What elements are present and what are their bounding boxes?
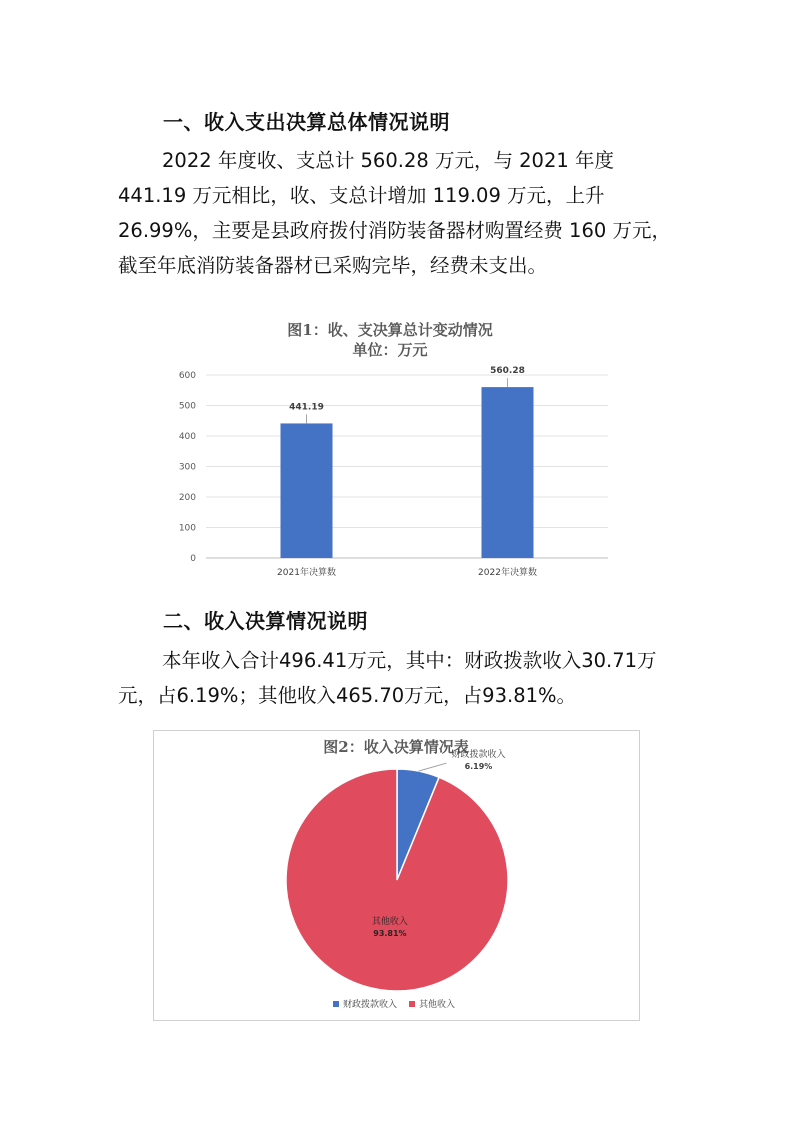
- bar-data-label: 441.19: [289, 402, 324, 413]
- bar-y-tick-label: 500: [178, 401, 196, 412]
- bar-y-tick-label: 600: [178, 371, 196, 381]
- bar-chart-subtitle: 单位：万元: [352, 341, 428, 359]
- bar-data-label: 560.28: [490, 366, 525, 377]
- bar-chart-1: [160, 315, 620, 585]
- pie-slice-label: 其他收入: [371, 916, 408, 927]
- section2-heading: 二、收入决算情况说明: [163, 609, 368, 633]
- section1-paragraph: [118, 143, 678, 283]
- pie-slice-percent: 93.81%: [373, 928, 407, 938]
- bar-y-tick-label: 0: [190, 554, 196, 564]
- pie-label-leader: [418, 763, 446, 771]
- bar-x-tick-label: 2021年决算数: [277, 568, 336, 578]
- bar-y-tick-label: 300: [178, 462, 196, 473]
- bar-y-tick-label: 400: [178, 432, 196, 442]
- legend-entry: 财政拨款收入: [343, 1000, 398, 1010]
- pie-slice-label: 财政拨款收入: [451, 750, 506, 761]
- bar: [482, 387, 534, 558]
- pie-chart-title: 图2：收入决算情况表: [323, 738, 469, 756]
- section1-paragraph-text: 2022 年度收、支总计 560.28 万元，与 2021 年度 441.19 万元相比，收、支总计增加 119.09 万元，上升 26.99%，主要是县政府拨付消防装备器材购置经费 160 万元，截至年底消防装备器材已采购完毕，经费未支出。: [118, 149, 671, 277]
- bar-y-tick-label: 100: [178, 523, 196, 534]
- pie-slice: [286, 769, 508, 991]
- legend-swatch: [333, 1001, 339, 1007]
- bar-y-tick-label: 200: [178, 493, 196, 503]
- section2-paragraph: [118, 643, 678, 713]
- section2-paragraph-text: 本年收入合计496.41万元，其中：财政拨款收入30.71万元，占6.19%；其他收入465.70万元，占93.81%。: [118, 649, 657, 707]
- legend-entry: 其他收入: [419, 1000, 456, 1010]
- bar-x-tick-label: 2022年决算数: [478, 568, 537, 578]
- pie-slice-percent: 6.19%: [464, 762, 493, 772]
- pie-chart-2: [153, 730, 640, 1022]
- legend-swatch: [409, 1001, 415, 1007]
- section1-heading: 一、收入支出决算总体情况说明: [163, 110, 450, 134]
- bar: [281, 423, 333, 558]
- bar-chart-title: 图1：收、支决算总计变动情况: [287, 321, 493, 339]
